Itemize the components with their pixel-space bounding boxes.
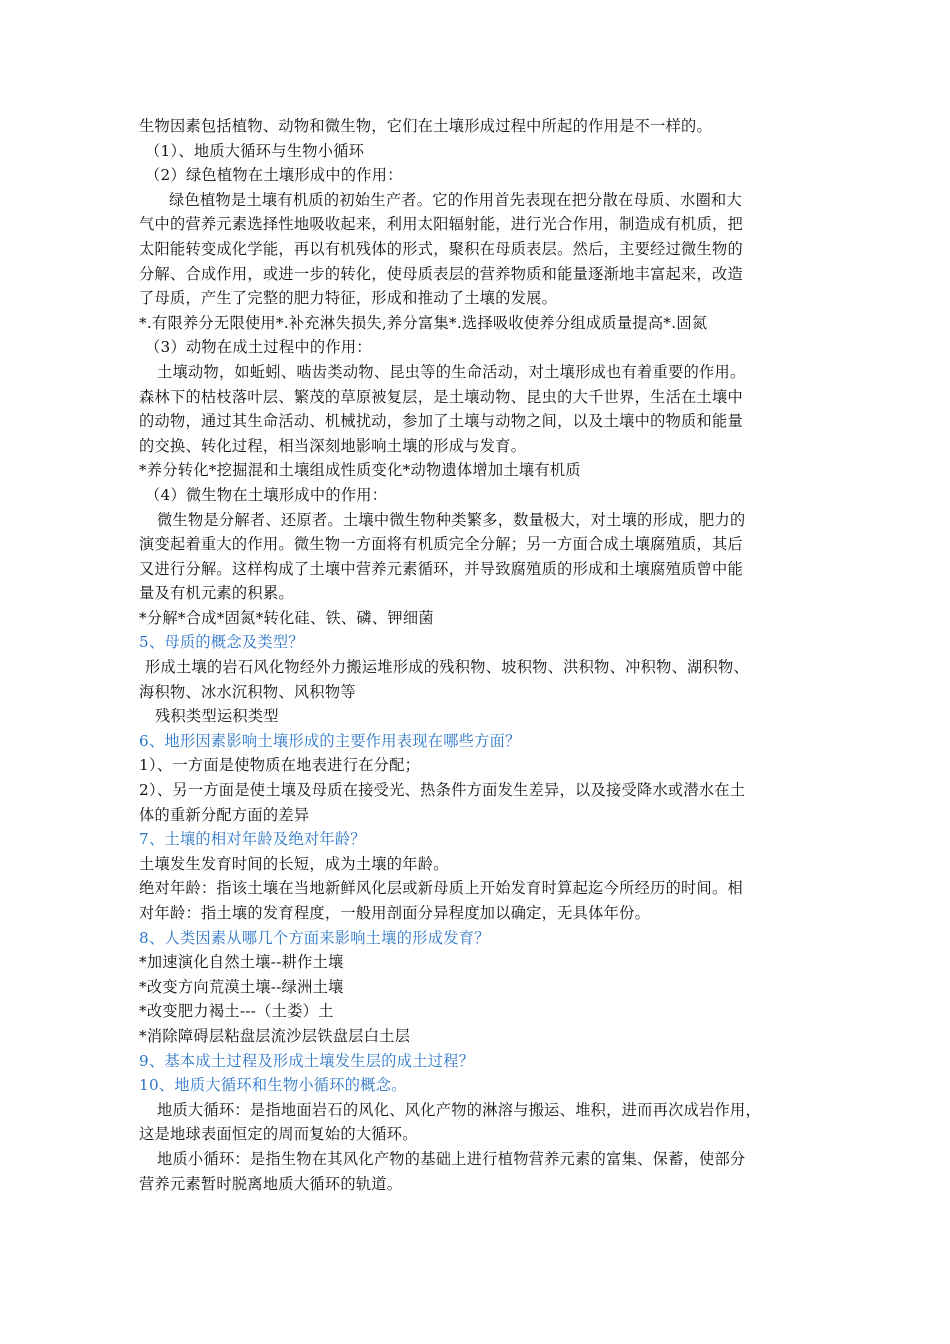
paragraph-line: 这是地球表面恒定的周而复始的大循环。 xyxy=(139,1125,418,1144)
paragraph-line: 土壤动物，如蚯蚓、啮齿类动物、昆虫等的生命活动，对土壤形成也有着重要的作用。 xyxy=(157,362,746,381)
question-heading: 6、地形因素影响土壤形成的主要作用表现在哪些方面？ xyxy=(139,731,521,750)
bullet-summary-line: *.有限养分无限使用*.补充淋失损失,养分富集*.选择吸收使养分组成质量提高*.固氮 xyxy=(139,313,708,332)
subheading-line: （2）绿色植物在土壤形成中的作用： xyxy=(145,166,403,185)
paragraph-line: 土壤发生发育时间的长短，成为土壤的年龄。 xyxy=(139,854,449,873)
paragraph-line: 绿色植物是土壤有机质的初始生产者。它的作用首先表现在把分散在母质、水圈和大 xyxy=(169,190,743,209)
paragraph-line: 地质大循环：是指地面岩石的风化、风化产物的淋溶与搬运、堆积，进而再次成岩作用， xyxy=(157,1100,762,1119)
bullet-summary-line: *改变方向荒漠土壤--绿洲土壤 xyxy=(139,977,344,996)
paragraph-line: 对年龄：指土壤的发育程度，一般用剖面分异程度加以确定，无具体年份。 xyxy=(139,904,651,922)
paragraph-line: 量及有机元素的积累。 xyxy=(139,584,294,603)
paragraph-line: 太阳能转变成化学能，再以有机残体的形式，聚积在母质表层。然后，主要经过微生物的 xyxy=(139,239,744,258)
document-body xyxy=(139,114,819,1196)
question-heading: 9、基本成土过程及形成土壤发生层的成土过程？ xyxy=(139,1051,475,1070)
paragraph-line: 营养元素暂时脱离地质大循环的轨道。 xyxy=(139,1174,403,1193)
paragraph-line: 绝对年龄：指该土壤在当地新鲜风化层或新母质上开始发育时算起迄今所经历的时间。相 xyxy=(139,879,744,898)
paragraph-line: 的动物，通过其生命活动、机械扰动，参加了土壤与动物之间，以及土壤中的物质和能量 xyxy=(139,412,744,431)
paragraph-line: 微生物是分解者、还原者。土壤中微生物种类繁多，数量极大，对土壤的形成，肥力的 xyxy=(157,510,746,529)
bullet-summary-line: *养分转化*挖掘混和土壤组成性质变化*动物遗体增加土壤有机质 xyxy=(139,461,581,480)
paragraph-line: 又进行分解。这样构成了土壤中营养元素循环，并导致腐殖质的形成和土壤腐殖质曾中能 xyxy=(139,559,744,578)
paragraph-line: 海积物、冰水沉积物、风积物等 xyxy=(139,682,356,701)
question-heading: 7、土壤的相对年龄及绝对年龄？ xyxy=(139,830,366,849)
paragraph-line: 地质小循环：是指生物在其风化产物的基础上进行植物营养元素的富集、保蓄，使部分 xyxy=(157,1149,746,1168)
subheading-line: （3）动物在成土过程中的作用： xyxy=(145,338,372,357)
paragraph-line: 了母质，产生了完整的肥力特征，形成和推动了土壤的发展。 xyxy=(139,289,558,308)
bullet-summary-line: *加速演化自然土壤--耕作土壤 xyxy=(139,953,344,972)
subheading-line: （4）微生物在土壤形成中的作用： xyxy=(145,485,388,504)
question-heading: 8、人类因素从哪几个方面来影响土壤的形成发育？ xyxy=(139,928,490,947)
question-heading: 10、地质大循环和生物小循环的概念。 xyxy=(139,1076,407,1095)
paragraph-line: 分解、合成作用，或进一步的转化，使母质表层的营养物质和能量逐渐地丰富起来，改造 xyxy=(139,264,744,283)
bullet-summary-line: *分解*合成*固氮*转化硅、铁、磷、钾细菌 xyxy=(139,608,434,627)
paragraph-line: 的交换、转化过程，相当深刻地影响土壤的形成与发育。 xyxy=(139,436,527,455)
paragraph-line: 体的重新分配方面的差异 xyxy=(139,805,310,824)
paragraph-line: 1）、一方面是使物质在地表进行在分配； xyxy=(139,756,421,775)
paragraph-line: 形成土壤的岩石风化物经外力搬运堆形成的残积物、坡积物、洪积物、冲积物、湖积物、 xyxy=(145,658,750,677)
bullet-summary-line: *消除障碍层粘盘层流沙层铁盘层白土层 xyxy=(139,1026,411,1045)
paragraph-line: 演变起着重大的作用。微生物一方面将有机质完全分解；另一方面合成土壤腐殖质，其后 xyxy=(139,535,744,554)
question-heading: 5、母质的概念及类型？ xyxy=(139,633,304,652)
subheading-line: （1）、地质大循环与生物小循环 xyxy=(145,141,365,160)
bullet-summary-line: *改变肥力褐土---（土娄）土 xyxy=(139,1002,334,1021)
paragraph-line: 森林下的枯枝落叶层、繁茂的草原被复层，是土壤动物、昆虫的大千世界，生活在土壤中 xyxy=(139,387,744,406)
paragraph-line: 生物因素包括植物、动物和微生物，它们在土壤形成过程中所起的作用是不一样的。 xyxy=(139,117,713,135)
paragraph-line: 气中的营养元素选择性地吸收起来，利用太阳辐射能，进行光合作用，制造成有机质，把 xyxy=(139,215,744,234)
paragraph-line: 2）、另一方面是使土壤及母质在接受光、热条件方面发生差异，以及接受降水或潜水在土 xyxy=(139,781,746,800)
paragraph-line: 残积类型运积类型 xyxy=(155,707,279,726)
